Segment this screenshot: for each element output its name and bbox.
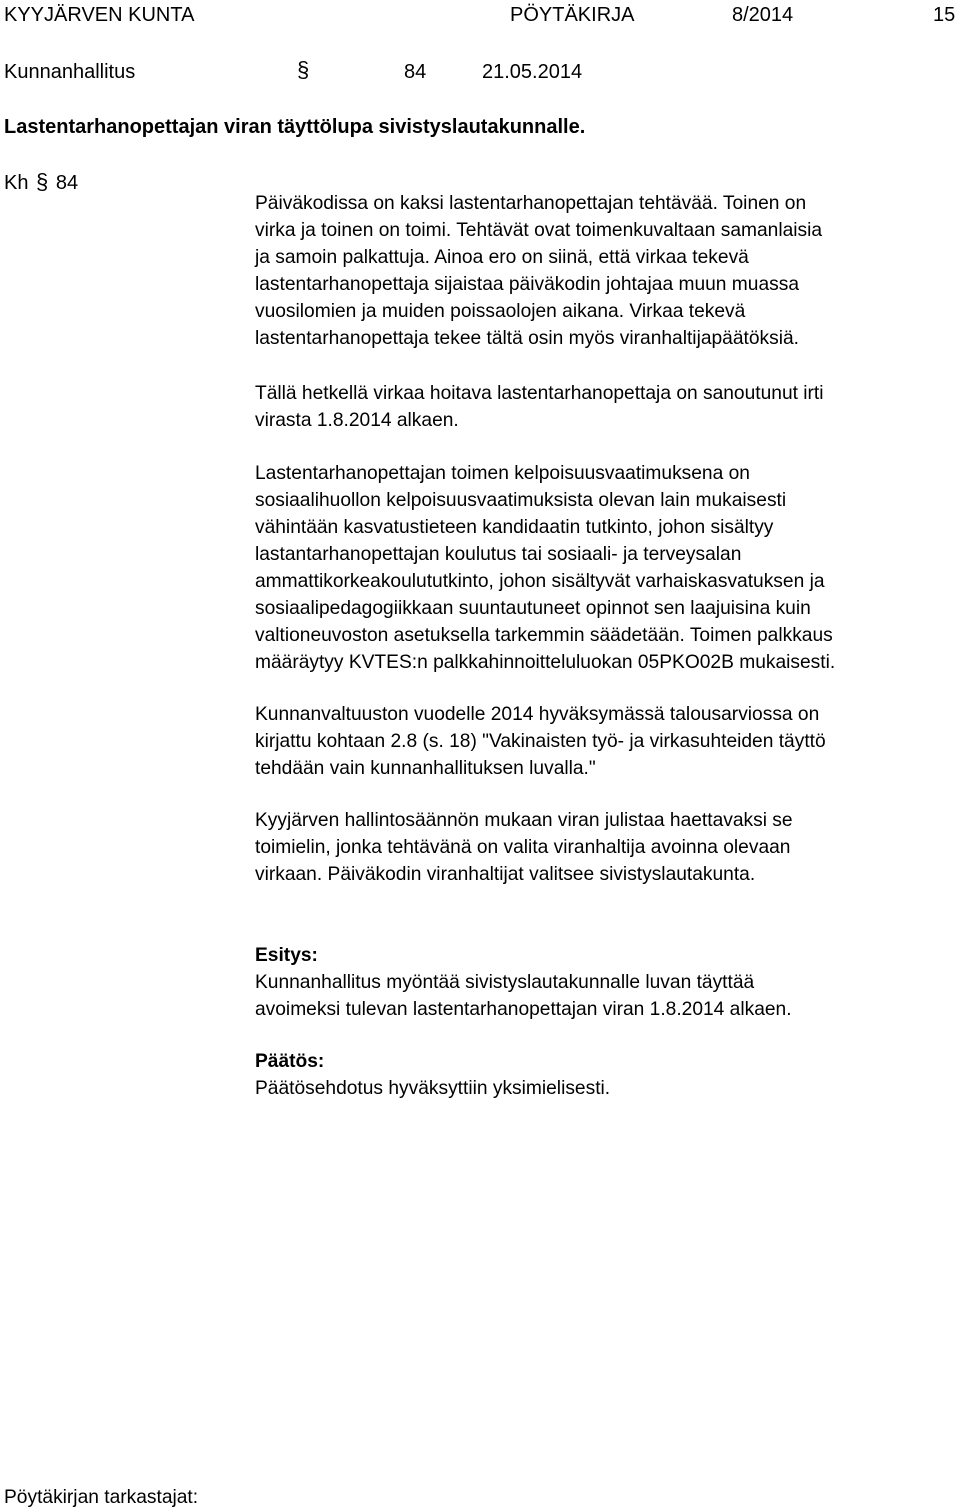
paragraph-2 [255, 380, 955, 434]
text-line: lastentarhanopettaja tekee tältä osin myös viranhaltijapäätöksiä. [255, 328, 799, 349]
meeting-date: 21.05.2014 [482, 61, 583, 83]
paragraph-1 [255, 190, 955, 352]
text-line: virka ja toinen on toimi. Tehtävät ovat toimenkuvaltaan samanlaisia [255, 220, 823, 241]
proposal-label: Esitys: [255, 945, 318, 966]
proposal-section [255, 942, 955, 1023]
section-icon: § [297, 57, 310, 82]
text-line: Lastentarhanopettajan toimen kelpoisuusvaatimuksena on [255, 463, 750, 484]
text-line: lastentarhanopettaja sijaistaa päiväkodin johtajaa muun muassa [255, 274, 799, 295]
text-line: tehdään vain kunnanhallituksen luvalla." [255, 758, 596, 779]
text-line: ja samoin palkattuja. Ainoa ero on siinä, että virkaa tekevä [255, 247, 749, 268]
paragraph-5 [255, 807, 955, 888]
municipality-name: KYYJÄRVEN KUNTA [4, 4, 195, 26]
decision-label: Päätös: [255, 1051, 325, 1072]
text-line: Päätösehdotus hyväksyttiin yksimielisesti. [255, 1078, 611, 1099]
paragraph-3 [255, 460, 955, 676]
text-line: sosiaalipedagogiikkaan suuntautuneet opinnot sen laajuisina kuin [255, 598, 811, 619]
section-ref-number: 84 [55, 172, 79, 194]
text-line: virkaan. Päiväkodin viranhaltijat valitsee sivistyslautakunta. [255, 864, 756, 885]
text-line: kirjattu kohtaan 2.8 (s. 18) "Vakinaisten työ- ja virkasuhteiden täyttö [255, 731, 826, 752]
reviewers-label: Pöytäkirjan tarkastajat: [4, 1487, 199, 1508]
text-line: Kyyjärven hallintosäännön mukaan viran julistaa haettavaksi se [255, 810, 793, 831]
text-line: valtioneuvoston asetuksella tarkemmin säädetään. Toimen palkkaus [255, 625, 833, 646]
page-number: 15 [933, 4, 956, 26]
decision-section [255, 1048, 955, 1102]
document-type: PÖYTÄKIRJA [510, 4, 635, 26]
section-number: 84 [404, 61, 427, 83]
text-line: Päiväkodissa on kaksi lastentarhanopettajan tehtävää. Toinen on [255, 193, 807, 214]
text-line: sosiaalihuollon kelpoisuusvaatimuksista olevan lain mukaisesti [255, 490, 787, 511]
meeting-body: Kunnanhallitus [4, 61, 136, 83]
text-line: ammattikorkeakoulututkinto, johon sisältyvät varhaiskasvatuksen ja [255, 571, 825, 592]
text-line: vuosilomien ja muiden poissaolojen aikana. Virkaa tekevä [255, 301, 746, 322]
document-number: 8/2014 [732, 4, 794, 26]
text-line: vähintään kasvatustieteen kandidaatin tutkinto, johon sisältyy [255, 517, 774, 538]
text-line: lastantarhanopettajan koulutus tai sosiaali- ja terveysalan [255, 544, 742, 565]
page-title: Lastentarhanopettajan viran täyttölupa sivistyslautakunnalle. [4, 116, 586, 138]
section-symbol-icon: § [36, 169, 49, 194]
text-line: Kunnanhallitus myöntää sivistyslautakunnalle luvan täyttää [255, 972, 755, 993]
text-line: Kunnanvaltuuston vuodelle 2014 hyväksymässä talousarviossa on [255, 704, 820, 725]
text-line: Tällä hetkellä virkaa hoitava lastentarhanopettaja on sanoutunut irti [255, 383, 824, 404]
text-line: avoimeksi tulevan lastentarhanopettajan viran 1.8.2014 alkaen. [255, 999, 792, 1020]
text-line: määräytyy KVTES:n palkkahinnoitteluluokan 05PKO02B mukaisesti. [255, 652, 836, 673]
section-prefix: Kh [4, 172, 29, 194]
text-line: toimielin, jonka tehtävänä on valita viranhaltija avoinna olevaan [255, 837, 791, 858]
section-reference [4, 170, 78, 195]
paragraph-4 [255, 701, 955, 782]
text-line: virasta 1.8.2014 alkaen. [255, 410, 459, 431]
